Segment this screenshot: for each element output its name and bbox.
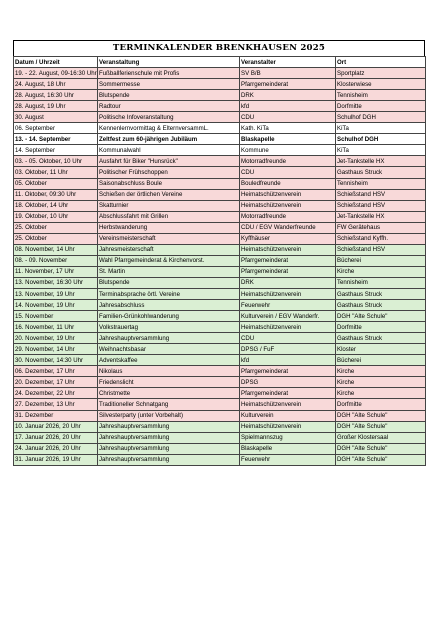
- event-cell: Weihnachtsbasar: [98, 344, 240, 355]
- event-cell: Volkstrauertag: [98, 322, 240, 333]
- event-cell: Politischer Frühschoppen: [98, 167, 240, 178]
- date-cell: 14. September: [14, 145, 98, 156]
- location-cell: Jet-Tankstelle HX: [336, 156, 426, 167]
- location-cell: Kirche: [336, 266, 426, 277]
- organizer-cell: Pfarrgemeinderat: [240, 388, 336, 399]
- date-cell: 25. Oktober: [14, 222, 98, 233]
- organizer-cell: Heimatschützenverein: [240, 200, 336, 211]
- table-row: [14, 266, 426, 277]
- location-cell: Tennisheim: [336, 90, 426, 101]
- location-cell: Kirche: [336, 377, 426, 388]
- organizer-cell: Blaskapelle: [240, 134, 336, 145]
- table-row: [14, 222, 426, 233]
- event-cell: Saisonabschluss Boule: [98, 178, 240, 189]
- table-row: [14, 277, 426, 288]
- organizer-cell: Kyffhäuser: [240, 233, 336, 244]
- table-row: [14, 145, 426, 156]
- table-row: [14, 300, 426, 311]
- header-row: [14, 57, 426, 68]
- event-cell: Abschlussfahrt mit Grillen: [98, 211, 240, 222]
- date-cell: 15. November: [14, 311, 98, 322]
- date-cell: 10. Januar 2026, 20 Uhr: [14, 421, 98, 432]
- organizer-cell: Heimatschützenverein: [240, 399, 336, 410]
- organizer-cell: CDU: [240, 333, 336, 344]
- location-cell: FW Gerätehaus: [336, 222, 426, 233]
- location-cell: Schießstand HSV: [336, 200, 426, 211]
- location-cell: Gasthaus Struck: [336, 167, 426, 178]
- event-cell: Herbstwanderung: [98, 222, 240, 233]
- location-cell: DGH "Alte Schule": [336, 311, 426, 322]
- event-cell: Schießen der örtlichen Vereine: [98, 189, 240, 200]
- location-cell: KiTa: [336, 145, 426, 156]
- event-cell: Zeltfest zum 60-jährigen Jubiläum: [98, 134, 240, 145]
- organizer-cell: Kulturverein / EGV Wanderfr.: [240, 311, 336, 322]
- event-cell: Skatturnier: [98, 200, 240, 211]
- event-cell: Sommermesse: [98, 79, 240, 90]
- organizer-cell: Feuerwehr: [240, 300, 336, 311]
- table-row: [14, 366, 426, 377]
- location-cell: Tennisheim: [336, 178, 426, 189]
- date-cell: 08. November, 14 Uhr: [14, 244, 98, 255]
- event-cell: Friedenslicht: [98, 377, 240, 388]
- date-cell: 27. Dezember, 13 Uhr: [14, 399, 98, 410]
- table-row: [14, 311, 426, 322]
- location-cell: Bücherei: [336, 355, 426, 366]
- event-cell: Politische Infoveranstaltung: [98, 112, 240, 123]
- organizer-cell: Bouledfreunde: [240, 178, 336, 189]
- location-cell: Jet-Tankstelle HX: [336, 211, 426, 222]
- date-cell: 30. August: [14, 112, 98, 123]
- location-cell: Schießstand HSV: [336, 244, 426, 255]
- location-cell: Dorfmitte: [336, 322, 426, 333]
- table-row: [14, 101, 426, 112]
- event-cell: Nikolaus: [98, 366, 240, 377]
- organizer-cell: Heimatschützenverein: [240, 288, 336, 299]
- events-table: [13, 56, 426, 466]
- table-row: [14, 355, 426, 366]
- date-cell: 14. November, 19 Uhr: [14, 300, 98, 311]
- event-cell: Jahresabschluss: [98, 300, 240, 311]
- date-cell: 19. Oktober, 10 Uhr: [14, 211, 98, 222]
- table-row: [14, 344, 426, 355]
- location-cell: Kloster: [336, 344, 426, 355]
- table-row: [14, 68, 426, 79]
- location-cell: Schießstand HSV: [336, 189, 426, 200]
- event-cell: Radtour: [98, 101, 240, 112]
- event-cell: St. Martin: [98, 266, 240, 277]
- organizer-cell: DPSG / FuF: [240, 344, 336, 355]
- event-cell: Jahreshauptversammlung: [98, 333, 240, 344]
- table-row: [14, 189, 426, 200]
- organizer-cell: SV B/B: [240, 68, 336, 79]
- event-cell: Jahreshauptversammlung: [98, 454, 240, 465]
- location-cell: Tennisheim: [336, 277, 426, 288]
- date-cell: 13. - 14. September: [14, 134, 98, 145]
- date-cell: 24. Dezember, 22 Uhr: [14, 388, 98, 399]
- organizer-cell: kfd: [240, 355, 336, 366]
- table-row: [14, 156, 426, 167]
- table-row: [14, 399, 426, 410]
- organizer-cell: Motorradfreunde: [240, 211, 336, 222]
- header-organizer: Veranstalter: [240, 57, 336, 68]
- location-cell: Schulhof DGH: [336, 134, 426, 145]
- location-cell: Großer Klostersaal: [336, 432, 426, 443]
- event-cell: Adventskaffee: [98, 355, 240, 366]
- location-cell: Bücherei: [336, 255, 426, 266]
- page-title: TERMINKALENDER BRENKHAUSEN 2025: [13, 40, 425, 56]
- table-row: [14, 167, 426, 178]
- header-event: Veranstaltung: [98, 57, 240, 68]
- event-cell: Silvesterparty (unter Vorbehalt): [98, 410, 240, 421]
- location-cell: DGH "Alte Schule": [336, 454, 426, 465]
- table-row: [14, 388, 426, 399]
- date-cell: 03. Oktober, 11 Uhr: [14, 167, 98, 178]
- date-cell: 06. Dezember, 17 Uhr: [14, 366, 98, 377]
- organizer-cell: CDU / EGV Wanderfreunde: [240, 222, 336, 233]
- table-row: [14, 432, 426, 443]
- date-cell: 18. Oktober, 14 Uhr: [14, 200, 98, 211]
- location-cell: DGH "Alte Schule": [336, 410, 426, 421]
- table-row: [14, 178, 426, 189]
- event-cell: Wahl Pfarrgemeinderat & Kirchenvorst.: [98, 255, 240, 266]
- event-cell: Blutspende: [98, 90, 240, 101]
- organizer-cell: Kath. KiTa: [240, 123, 336, 134]
- location-cell: Klosterwiese: [336, 79, 426, 90]
- table-row: [14, 288, 426, 299]
- organizer-cell: CDU: [240, 112, 336, 123]
- event-cell: Fußballferienschule mit Profis: [98, 68, 240, 79]
- organizer-cell: Kulturverein: [240, 410, 336, 421]
- location-cell: Kirche: [336, 388, 426, 399]
- organizer-cell: Feuerwehr: [240, 454, 336, 465]
- header-date: Datum / Uhrzeit: [14, 57, 98, 68]
- date-cell: 30. November, 14:30 Uhr: [14, 355, 98, 366]
- event-cell: Jahreshauptversammlung: [98, 443, 240, 454]
- date-cell: 28. August, 16:30 Uhr: [14, 90, 98, 101]
- location-cell: Gasthaus Struck: [336, 300, 426, 311]
- date-cell: 13. November, 19 Uhr: [14, 288, 98, 299]
- event-cell: Ausfahrt für Biker "Hunsrück": [98, 156, 240, 167]
- date-cell: 17. Januar 2026, 20 Uhr: [14, 432, 98, 443]
- location-cell: Sportplatz: [336, 68, 426, 79]
- organizer-cell: Spielmannszug: [240, 432, 336, 443]
- event-cell: Christmette: [98, 388, 240, 399]
- event-cell: Vereinsmeisterschaft: [98, 233, 240, 244]
- organizer-cell: Pfarrgemeinderat: [240, 79, 336, 90]
- table-row: [14, 134, 426, 145]
- location-cell: Kirche: [336, 366, 426, 377]
- location-cell: Dorfmitte: [336, 101, 426, 112]
- organizer-cell: Heimatschützenverein: [240, 421, 336, 432]
- table-row: [14, 90, 426, 101]
- organizer-cell: DPSG: [240, 377, 336, 388]
- date-cell: 05. Oktober: [14, 178, 98, 189]
- event-cell: Jahresmeisterschaft: [98, 244, 240, 255]
- location-cell: Schulhof DGH: [336, 112, 426, 123]
- date-cell: 03. - 05. Oktober, 10 Uhr: [14, 156, 98, 167]
- date-cell: 19. - 22. August, 09-16:30 Uhr: [14, 68, 98, 79]
- header-location: Ort: [336, 57, 426, 68]
- table-row: [14, 410, 426, 421]
- organizer-cell: Kommune: [240, 145, 336, 156]
- organizer-cell: Heimatschützenverein: [240, 189, 336, 200]
- table-row: [14, 443, 426, 454]
- date-cell: 24. August, 18 Uhr: [14, 79, 98, 90]
- table-row: [14, 454, 426, 465]
- organizer-cell: DRK: [240, 90, 336, 101]
- location-cell: Gasthaus Struck: [336, 288, 426, 299]
- date-cell: 16. November, 11 Uhr: [14, 322, 98, 333]
- date-cell: 11. Oktober, 09:30 Uhr: [14, 189, 98, 200]
- date-cell: 28. August, 19 Uhr: [14, 101, 98, 112]
- date-cell: 06. September: [14, 123, 98, 134]
- table-row: [14, 255, 426, 266]
- location-cell: DGH "Alte Schule": [336, 421, 426, 432]
- date-cell: 31. Dezember: [14, 410, 98, 421]
- table-row: [14, 377, 426, 388]
- organizer-cell: Pfarrgemeinderat: [240, 255, 336, 266]
- table-row: [14, 211, 426, 222]
- date-cell: 13. November, 16:30 Uhr: [14, 277, 98, 288]
- table-row: [14, 244, 426, 255]
- table-row: [14, 322, 426, 333]
- event-cell: Terminabsprache örtl. Vereine: [98, 288, 240, 299]
- date-cell: 29. November, 14 Uhr: [14, 344, 98, 355]
- organizer-cell: kfd: [240, 101, 336, 112]
- organizer-cell: CDU: [240, 167, 336, 178]
- table-row: [14, 233, 426, 244]
- table-row: [14, 112, 426, 123]
- event-cell: Traditioneller Schnatgang: [98, 399, 240, 410]
- location-cell: DGH "Alte Schule": [336, 443, 426, 454]
- date-cell: 20. November, 19 Uhr: [14, 333, 98, 344]
- table-row: [14, 200, 426, 211]
- location-cell: KiTa: [336, 123, 426, 134]
- calendar-sheet: [13, 40, 425, 466]
- location-cell: Dorfmitte: [336, 399, 426, 410]
- organizer-cell: DRK: [240, 277, 336, 288]
- date-cell: 31. Januar 2026, 19 Uhr: [14, 454, 98, 465]
- date-cell: 20. Dezember, 17 Uhr: [14, 377, 98, 388]
- table-row: [14, 421, 426, 432]
- event-cell: Kennenlernvormittag & ElternversammL.: [98, 123, 240, 134]
- date-cell: 11. November, 17 Uhr: [14, 266, 98, 277]
- organizer-cell: Pfarrgemeinderat: [240, 266, 336, 277]
- date-cell: 25. Oktober: [14, 233, 98, 244]
- organizer-cell: Motorradfreunde: [240, 156, 336, 167]
- location-cell: Gasthaus Struck: [336, 333, 426, 344]
- date-cell: 08. - 09. November: [14, 255, 98, 266]
- event-cell: Jahreshauptversammlung: [98, 421, 240, 432]
- organizer-cell: Blaskapelle: [240, 443, 336, 454]
- event-cell: Familien-Grünkohlwanderung: [98, 311, 240, 322]
- event-cell: Blutspende: [98, 277, 240, 288]
- event-cell: Kommunalwahl: [98, 145, 240, 156]
- table-row: [14, 79, 426, 90]
- location-cell: Schießstand Kyffh.: [336, 233, 426, 244]
- date-cell: 24. Januar 2026, 20 Uhr: [14, 443, 98, 454]
- organizer-cell: Heimatschützenverein: [240, 244, 336, 255]
- event-cell: Jahreshauptversammlung: [98, 432, 240, 443]
- table-row: [14, 333, 426, 344]
- table-row: [14, 123, 426, 134]
- organizer-cell: Heimatschützenverein: [240, 322, 336, 333]
- organizer-cell: Pfarrgemeinderat: [240, 366, 336, 377]
